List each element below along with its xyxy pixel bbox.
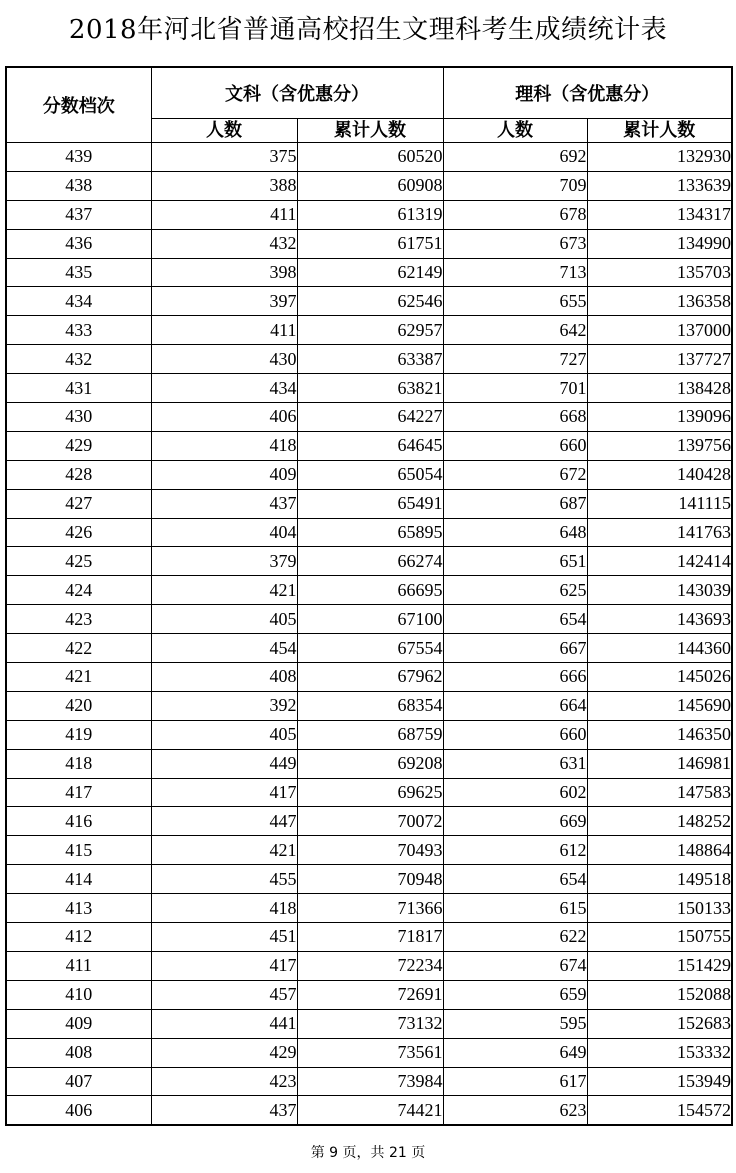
li-count-cell: 625 [443,576,587,605]
wen-cumulative-cell: 73132 [297,1009,443,1038]
table-row [6,403,732,432]
wen-cumulative-cell: 71366 [297,894,443,923]
score-cell: 425 [6,547,151,576]
li-cumulative-cell: 150755 [587,923,732,952]
wen-cumulative-cell: 67962 [297,663,443,692]
wen-count-cell: 406 [151,403,297,432]
li-cumulative-cell: 134317 [587,200,732,229]
wen-cumulative-cell: 60520 [297,143,443,172]
li-count-cell: 615 [443,894,587,923]
score-cell: 433 [6,316,151,345]
page-footer: 第 9 页，共 21 页 [310,1145,426,1161]
li-cumulative-cell: 146350 [587,720,732,749]
li-cumulative-cell: 145690 [587,691,732,720]
li-cumulative-cell: 139096 [587,403,732,432]
li-count-cell: 678 [443,200,587,229]
li-count-cell: 648 [443,518,587,547]
li-cumulative-cell: 143693 [587,605,732,634]
score-cell: 419 [6,720,151,749]
score-statistics-table [5,66,733,1126]
wen-count-header: 人数 [151,119,297,143]
score-cell: 428 [6,460,151,489]
score-cell: 437 [6,200,151,229]
score-cell: 415 [6,836,151,865]
score-cell: 421 [6,663,151,692]
wen-cumulative-cell: 67100 [297,605,443,634]
table-row [6,431,732,460]
table-row [6,1038,732,1067]
li-count-cell: 669 [443,807,587,836]
score-cell: 430 [6,403,151,432]
li-cumulative-cell: 153949 [587,1067,732,1096]
wen-count-cell: 421 [151,576,297,605]
wen-count-cell: 430 [151,345,297,374]
li-count-cell: 692 [443,143,587,172]
wen-count-cell: 411 [151,316,297,345]
wen-cumulative-cell: 65054 [297,460,443,489]
wen-cumulative-cell: 65491 [297,489,443,518]
wen-cumulative-cell: 74421 [297,1096,443,1125]
table-row [6,865,732,894]
wen-cumulative-cell: 64227 [297,403,443,432]
wen-cumulative-cell: 60908 [297,171,443,200]
wen-count-cell: 437 [151,1096,297,1125]
li-count-cell: 612 [443,836,587,865]
wen-count-cell: 432 [151,229,297,258]
table-row [6,258,732,287]
table-row [6,634,732,663]
score-cell: 438 [6,171,151,200]
li-cumulative-cell: 135703 [587,258,732,287]
table-row [6,200,732,229]
wen-cumulative-cell: 69208 [297,749,443,778]
score-cell: 418 [6,749,151,778]
wen-cumulative-cell: 70493 [297,836,443,865]
li-cumulative-cell: 134990 [587,229,732,258]
wen-count-cell: 411 [151,200,297,229]
li-cumulative-cell: 152683 [587,1009,732,1038]
wen-cumulative-cell: 70948 [297,865,443,894]
wen-count-cell: 405 [151,720,297,749]
li-cumulative-cell: 132930 [587,143,732,172]
li-count-cell: 654 [443,605,587,634]
li-count-cell: 622 [443,923,587,952]
li-count-cell: 713 [443,258,587,287]
li-cumulative-cell: 140428 [587,460,732,489]
table-row [6,923,732,952]
wen-cumulative-cell: 71817 [297,923,443,952]
wen-count-cell: 375 [151,143,297,172]
table-row [6,720,732,749]
wen-group-header: 文科（含优惠分） [151,67,443,119]
wen-cumulative-cell: 63821 [297,374,443,403]
wen-count-cell: 418 [151,431,297,460]
li-cumulative-cell: 141115 [587,489,732,518]
li-count-cell: 617 [443,1067,587,1096]
table-row [6,316,732,345]
table-row [6,171,732,200]
wen-cumulative-cell: 66274 [297,547,443,576]
wen-cumulative-cell: 65895 [297,518,443,547]
li-count-cell: 673 [443,229,587,258]
li-cumulative-cell: 139756 [587,431,732,460]
wen-count-cell: 423 [151,1067,297,1096]
wen-count-cell: 397 [151,287,297,316]
score-cell: 416 [6,807,151,836]
score-cell: 434 [6,287,151,316]
score-cell: 427 [6,489,151,518]
wen-cumulative-cell: 72234 [297,951,443,980]
score-cell: 439 [6,143,151,172]
li-cumulative-cell: 137727 [587,345,732,374]
li-cumulative-cell: 154572 [587,1096,732,1125]
li-cumulative-cell: 152088 [587,980,732,1009]
wen-count-cell: 379 [151,547,297,576]
wen-count-cell: 434 [151,374,297,403]
wen-count-cell: 408 [151,663,297,692]
wen-count-cell: 449 [151,749,297,778]
score-cell: 431 [6,374,151,403]
li-count-cell: 727 [443,345,587,374]
table-row [6,1009,732,1038]
table-body [6,143,732,1126]
wen-count-cell: 398 [151,258,297,287]
wen-cumulative-cell: 73561 [297,1038,443,1067]
table-row [6,749,732,778]
wen-count-cell: 409 [151,460,297,489]
table-row [6,807,732,836]
li-cumulative-cell: 148252 [587,807,732,836]
score-cell: 432 [6,345,151,374]
table-row [6,547,732,576]
li-count-cell: 687 [443,489,587,518]
score-cell: 411 [6,951,151,980]
wen-cumulative-cell: 68759 [297,720,443,749]
li-count-cell: 654 [443,865,587,894]
li-count-cell: 659 [443,980,587,1009]
wen-cumulative-cell: 69625 [297,778,443,807]
wen-count-cell: 451 [151,923,297,952]
wen-cumulative-cell: 68354 [297,691,443,720]
table-row [6,951,732,980]
table-row [6,287,732,316]
table-row [6,518,732,547]
score-cell: 407 [6,1067,151,1096]
table-row [6,374,732,403]
li-cumulative-cell: 133639 [587,171,732,200]
li-cumulative-cell: 147583 [587,778,732,807]
wen-count-cell: 447 [151,807,297,836]
wen-count-cell: 392 [151,691,297,720]
li-count-cell: 701 [443,374,587,403]
li-count-cell: 660 [443,431,587,460]
li-count-cell: 595 [443,1009,587,1038]
li-count-cell: 668 [443,403,587,432]
wen-count-cell: 441 [151,1009,297,1038]
li-cumulative-cell: 151429 [587,951,732,980]
table-row [6,576,732,605]
table-row [6,691,732,720]
wen-cumulative-cell: 63387 [297,345,443,374]
li-count-cell: 660 [443,720,587,749]
wen-cumulative-cell: 70072 [297,807,443,836]
table-row [6,663,732,692]
li-cumulative-cell: 138428 [587,374,732,403]
table-row [6,1067,732,1096]
score-cell: 424 [6,576,151,605]
table-row [6,460,732,489]
li-cumulative-cell: 148864 [587,836,732,865]
score-cell: 436 [6,229,151,258]
li-count-cell: 709 [443,171,587,200]
table-row [6,143,732,172]
wen-count-cell: 437 [151,489,297,518]
wen-cumulative-cell: 61751 [297,229,443,258]
li-cumulative-cell: 143039 [587,576,732,605]
li-count-header: 人数 [443,119,587,143]
table-header-group-row [6,67,732,119]
score-cell: 422 [6,634,151,663]
li-cumulative-cell: 153332 [587,1038,732,1067]
table-row [6,229,732,258]
score-cell: 435 [6,258,151,287]
li-count-cell: 674 [443,951,587,980]
li-count-cell: 631 [443,749,587,778]
wen-cumulative-header: 累计人数 [297,119,443,143]
score-cell: 406 [6,1096,151,1125]
wen-cumulative-cell: 62546 [297,287,443,316]
score-column-header: 分数档次 [6,67,151,143]
wen-count-cell: 429 [151,1038,297,1067]
table-row [6,345,732,374]
li-cumulative-cell: 137000 [587,316,732,345]
wen-cumulative-cell: 72691 [297,980,443,1009]
li-cumulative-cell: 144360 [587,634,732,663]
table-row [6,894,732,923]
wen-cumulative-cell: 62149 [297,258,443,287]
wen-count-cell: 457 [151,980,297,1009]
li-count-cell: 672 [443,460,587,489]
score-cell: 409 [6,1009,151,1038]
table-row [6,489,732,518]
score-cell: 414 [6,865,151,894]
score-cell: 429 [6,431,151,460]
wen-count-cell: 417 [151,778,297,807]
li-count-cell: 667 [443,634,587,663]
wen-count-cell: 405 [151,605,297,634]
li-count-cell: 649 [443,1038,587,1067]
li-cumulative-cell: 149518 [587,865,732,894]
wen-cumulative-cell: 67554 [297,634,443,663]
table-row [6,1096,732,1125]
li-cumulative-cell: 142414 [587,547,732,576]
table-row [6,605,732,634]
wen-cumulative-cell: 62957 [297,316,443,345]
wen-count-cell: 418 [151,894,297,923]
li-count-cell: 642 [443,316,587,345]
table-row [6,980,732,1009]
li-count-cell: 666 [443,663,587,692]
li-count-cell: 664 [443,691,587,720]
li-group-header: 理科（含优惠分） [443,67,732,119]
table-row [6,836,732,865]
score-cell: 410 [6,980,151,1009]
page-title: 2018年河北省普通高校招生文理科考生成绩统计表 [68,15,668,45]
score-cell: 408 [6,1038,151,1067]
score-cell: 412 [6,923,151,952]
score-cell: 417 [6,778,151,807]
wen-count-cell: 388 [151,171,297,200]
score-cell: 426 [6,518,151,547]
li-cumulative-cell: 150133 [587,894,732,923]
li-count-cell: 651 [443,547,587,576]
li-count-cell: 655 [443,287,587,316]
li-count-cell: 623 [443,1096,587,1125]
wen-cumulative-cell: 61319 [297,200,443,229]
score-cell: 420 [6,691,151,720]
wen-cumulative-cell: 73984 [297,1067,443,1096]
wen-cumulative-cell: 64645 [297,431,443,460]
wen-count-cell: 404 [151,518,297,547]
wen-count-cell: 417 [151,951,297,980]
table-row [6,778,732,807]
li-cumulative-cell: 146981 [587,749,732,778]
li-cumulative-cell: 145026 [587,663,732,692]
score-cell: 413 [6,894,151,923]
li-count-cell: 602 [443,778,587,807]
score-cell: 423 [6,605,151,634]
wen-count-cell: 421 [151,836,297,865]
li-cumulative-cell: 136358 [587,287,732,316]
wen-cumulative-cell: 66695 [297,576,443,605]
wen-count-cell: 455 [151,865,297,894]
li-cumulative-header: 累计人数 [587,119,732,143]
li-cumulative-cell: 141763 [587,518,732,547]
wen-count-cell: 454 [151,634,297,663]
